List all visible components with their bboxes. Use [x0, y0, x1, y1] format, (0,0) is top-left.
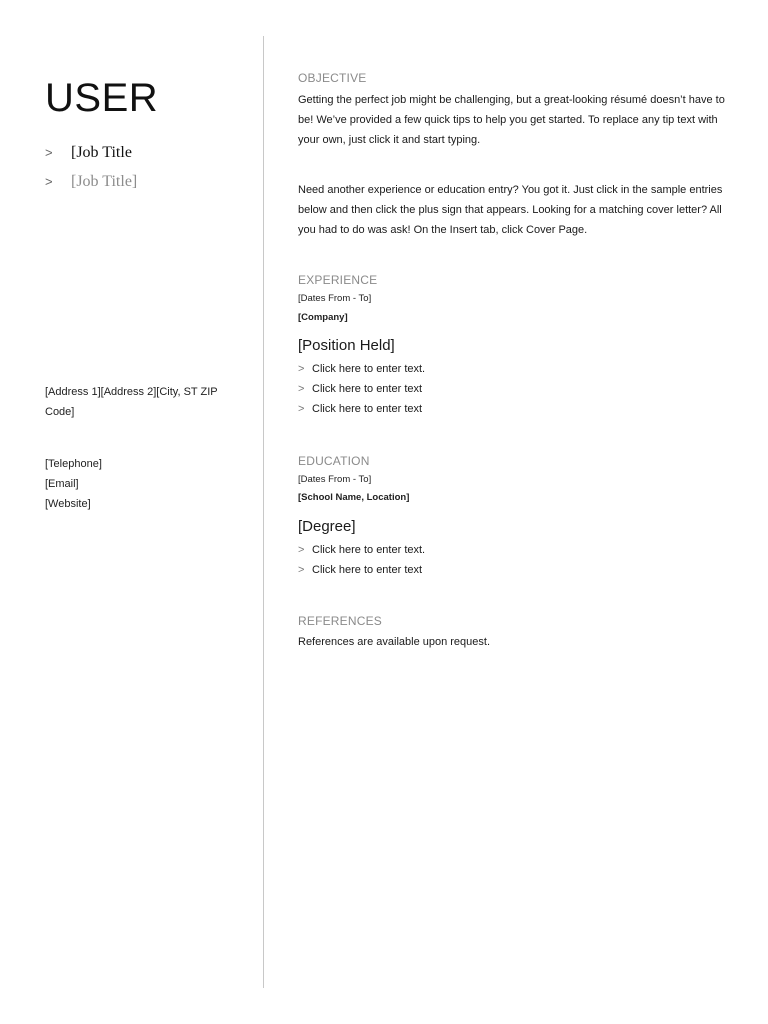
list-item-text[interactable]: Click here to enter text. [312, 544, 426, 556]
chevron-right-icon: > [298, 383, 305, 395]
experience-position[interactable]: [Position Held] [298, 337, 395, 354]
objective-heading: OBJECTIVE [298, 71, 367, 85]
chevron-right-icon: > [298, 363, 305, 375]
list-item[interactable] [298, 399, 425, 419]
job-title-1-text[interactable]: [Job Title [71, 144, 132, 161]
job-title-2[interactable] [45, 173, 137, 191]
education-dates[interactable]: [Dates From - To] [298, 474, 372, 485]
chevron-right-icon: > [45, 174, 53, 189]
contact-block [45, 454, 235, 514]
list-item-text[interactable]: Click here to enter text. [312, 363, 426, 375]
chevron-right-icon: > [298, 564, 305, 576]
list-item[interactable] [298, 560, 425, 580]
list-item-text[interactable]: Click here to enter text [312, 383, 423, 395]
experience-dates[interactable]: [Dates From - To] [298, 293, 372, 304]
education-heading: EDUCATION [298, 454, 370, 468]
email-field[interactable]: [Email] [45, 478, 79, 490]
chevron-right-icon: > [298, 403, 305, 415]
references-heading: REFERENCES [298, 614, 383, 628]
education-degree[interactable]: [Degree] [298, 518, 356, 535]
references-text[interactable]: References are available upon request. [298, 636, 491, 648]
telephone-field[interactable]: [Telephone] [45, 458, 102, 470]
job-title-2-text[interactable]: [Job Title] [71, 173, 138, 190]
list-item-text[interactable]: Click here to enter text [312, 403, 423, 415]
job-title-1[interactable] [45, 144, 132, 162]
education-school[interactable]: [School Name, Location] [298, 492, 410, 503]
experience-bullet-list [298, 359, 425, 419]
list-item-text[interactable]: Click here to enter text [312, 564, 423, 576]
column-divider [263, 36, 264, 988]
chevron-right-icon: > [45, 145, 53, 160]
objective-paragraph-2[interactable]: Need another experience or education entry? You got it. Just click in the sample entries below and then click the plus sign that appears. Looking for a matching cover letter? All you had to do was ask! On the Insert tab, click Cover Page. [298, 184, 723, 236]
address-block[interactable]: [Address 1][Address 2][City, ST ZIP Code] [45, 386, 218, 418]
experience-company[interactable]: [Company] [298, 312, 348, 323]
experience-heading: EXPERIENCE [298, 273, 378, 287]
resume-name[interactable]: USER [45, 76, 159, 120]
website-field[interactable]: [Website] [45, 498, 91, 510]
list-item[interactable] [298, 359, 425, 379]
list-item[interactable] [298, 540, 425, 560]
list-item[interactable] [298, 379, 425, 399]
objective-paragraph-1[interactable]: Getting the perfect job might be challenging, but a great-looking résumé doesn’t have to be! We’ve provided a few quick tips to help you get started. To replace any tip text with your own, just click it and start typing. [298, 94, 725, 146]
education-bullet-list [298, 540, 425, 580]
chevron-right-icon: > [298, 544, 305, 556]
